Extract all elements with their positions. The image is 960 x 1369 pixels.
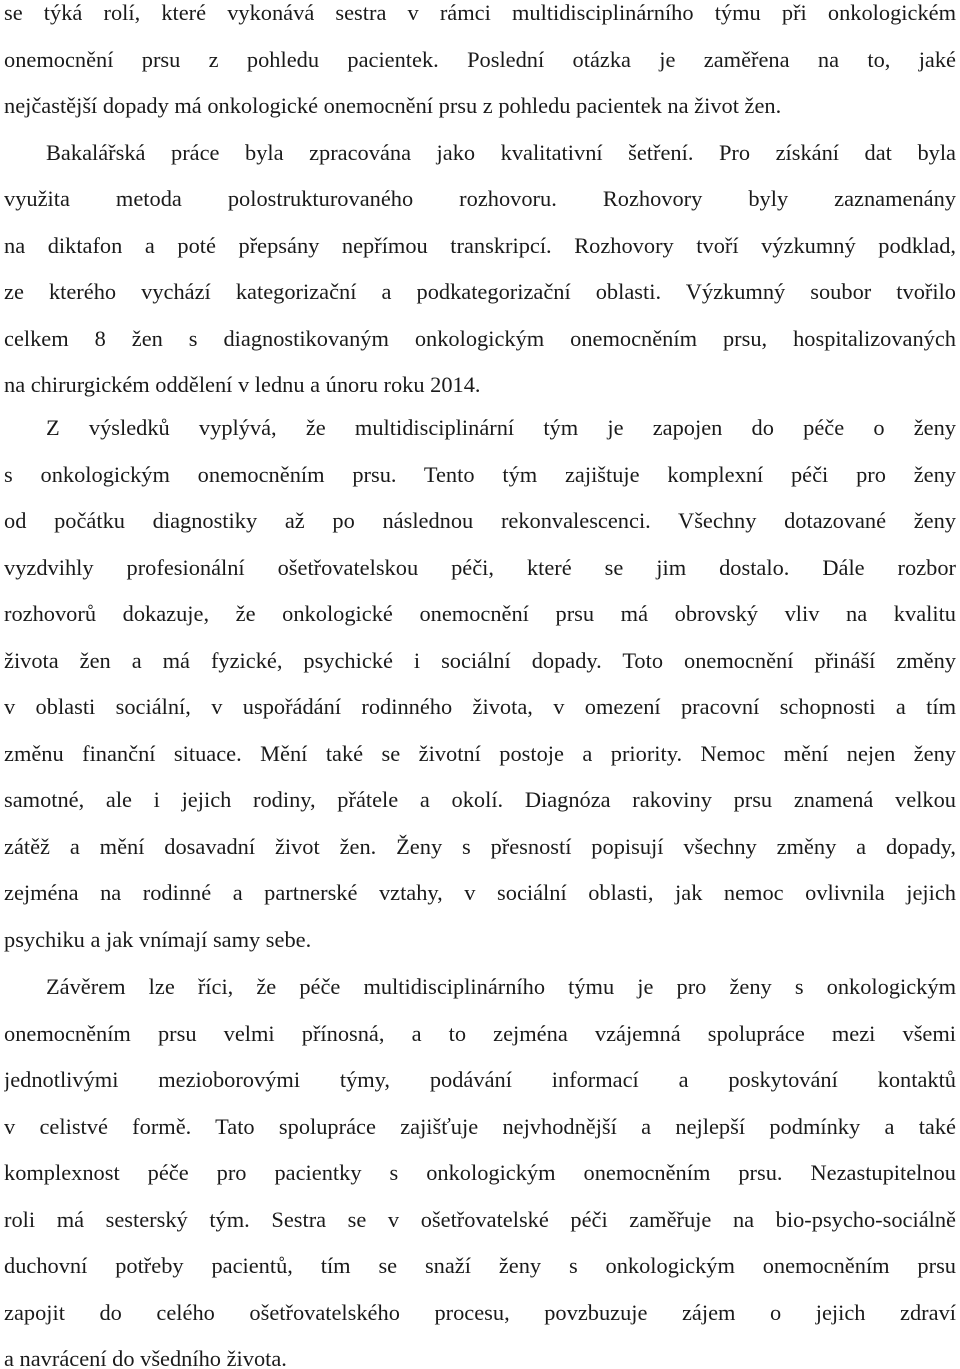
text-line: života žen a má fyzické, psychické i sociální dopady. Toto onemocnění přináší změny xyxy=(4,647,956,673)
text-line: změnu finanční situace. Mění také se životní postoje a priority. Nemoc mění nejen ženy xyxy=(4,740,956,766)
text-line: na chirurgickém oddělení v lednu a únoru roku 2014. xyxy=(4,372,481,397)
text-line: ze kterého vychází kategorizační a podkategorizační oblasti. Výzkumný soubor tvořilo xyxy=(4,279,956,304)
text-line: s onkologickým onemocněním prsu. Tento tým zajištuje komplexní péči pro ženy xyxy=(4,461,956,487)
text-line: zejména na rodinné a partnerské vztahy, v sociální oblasti, jak nemoc ovlivnila jejich xyxy=(4,880,956,905)
text-line: zapojit do celého ošetřovatelského procesu, povzbuzuje zájem o jejich zdraví xyxy=(4,1299,956,1325)
text-line: onemocněním prsu velmi přínosná, a to zejména vzájemná spolupráce mezi všemi xyxy=(4,1020,956,1046)
text-line: celkem 8 žen s diagnostikovaným onkologickým onemocněním prsu, hospitalizovaných xyxy=(4,325,956,351)
paragraph-methods xyxy=(4,0,956,409)
text-line: a navrácení do všedního života. xyxy=(4,1346,287,1369)
text-line: roli má sesterský tým. Sestra se v ošetřovatelské péči zaměřuje na bio-psycho-sociálně xyxy=(4,1206,956,1232)
text-line: zátěž a mění dosavadní život žen. Ženy s přesností popisují všechny změny a dopady, xyxy=(4,833,956,859)
text-line: v oblasti sociální, v uspořádání rodinného života, v omezení pracovní schopnosti a tím xyxy=(4,694,956,719)
text-line: využita metoda polostrukturovaného rozhovoru. Rozhovory byly zaznamenány xyxy=(4,186,956,211)
text-line: onemocnění prsu z pohledu pacientek. Poslední otázka je zaměřena na to, jaké xyxy=(4,46,956,72)
paragraph-conclusion xyxy=(4,964,956,1369)
text-line: od počátku diagnostiky až po následnou rekonvalescenci. Všechny dotazované ženy xyxy=(4,508,956,533)
text-line: Závěrem lze říci, že péče multidisciplinárního týmu je pro ženy s onkologickým xyxy=(46,974,956,999)
text-line: vyzdvihly profesionální ošetřovatelskou péči, které se jim dostalo. Dále rozbor xyxy=(4,554,956,580)
text-line: jednotlivými mezioborovými týmy, podávání informací a poskytování kontaktů xyxy=(4,1067,956,1092)
text-line: se týká rolí, které vykonává sestra v rámci multidisciplinárního týmu při onkologickém xyxy=(4,0,956,25)
text-line: Z výsledků vyplývá, že multidisciplinární tým je zapojen do péče o ženy xyxy=(46,415,956,440)
paragraph-results xyxy=(4,405,956,963)
text-line: samotné, ale i jejich rodiny, přátele a okolí. Diagnóza rakoviny prsu znamená velkou xyxy=(4,787,956,812)
text-line: v celistvé formě. Tato spolupráce zajišťuje nejvhodnější a nejlepší podmínky a také xyxy=(4,1113,956,1139)
text-line: duchovní potřeby pacientů, tím se snaží ženy s onkologickým onemocněním prsu xyxy=(4,1253,956,1278)
text-line: na diktafon a poté přepsány nepřímou transkripcí. Rozhovory tvoří výzkumný podklad, xyxy=(4,232,956,258)
text-line: rozhovorů dokazuje, že onkologické onemocnění prsu má obrovský vliv na kvalitu xyxy=(4,601,956,626)
text-line: nejčastější dopady má onkologické onemocnění prsu z pohledu pacientek na život žen. xyxy=(4,93,782,118)
text-line: psychiku a jak vnímají samy sebe. xyxy=(4,926,312,952)
text-line: Bakalářská práce byla zpracována jako kvalitativní šetření. Pro získání dat byla xyxy=(46,139,956,165)
text-line: komplexnost péče pro pacientky s onkologickým onemocněním prsu. Nezastupitelnou xyxy=(4,1160,956,1185)
